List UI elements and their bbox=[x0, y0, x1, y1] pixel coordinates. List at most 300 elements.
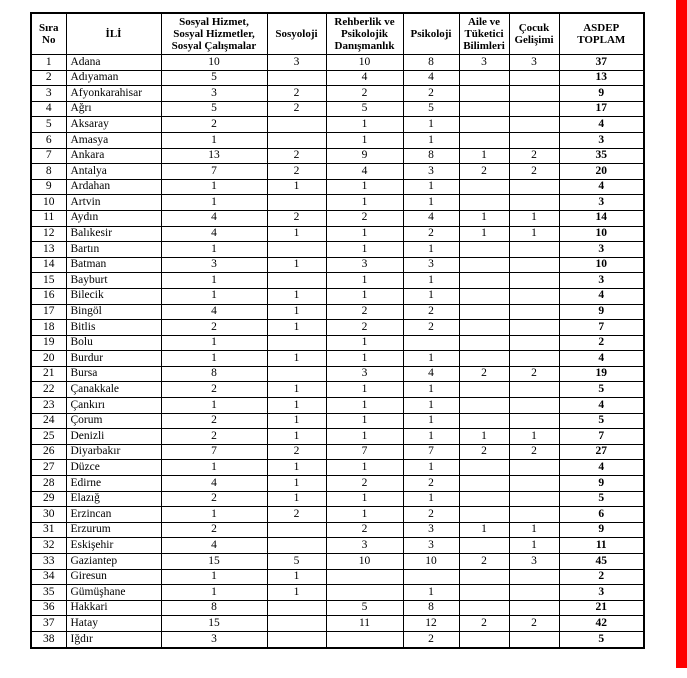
col-header-aile-tuketici-bilimleri: Aile ve Tüketici Bilimleri bbox=[459, 13, 509, 55]
cell-sira-no: 16 bbox=[31, 288, 66, 304]
cell-asdep-toplam: 9 bbox=[559, 304, 644, 320]
cell-ili: Antalya bbox=[66, 164, 161, 180]
table-row bbox=[31, 413, 644, 429]
cell-psikoloji: 4 bbox=[403, 70, 459, 86]
cell-asdep-toplam: 3 bbox=[559, 242, 644, 258]
cell-sosyoloji bbox=[267, 538, 326, 554]
cell-sira-no: 25 bbox=[31, 429, 66, 445]
cell-cocuk-gelisimi bbox=[509, 179, 559, 195]
cell-sira-no: 22 bbox=[31, 382, 66, 398]
cell-sira-no: 32 bbox=[31, 538, 66, 554]
cell-sosyal-hizmet: 1 bbox=[161, 288, 267, 304]
cell-ili: Bitlis bbox=[66, 320, 161, 336]
cell-sira-no: 3 bbox=[31, 86, 66, 102]
cell-psikoloji: 2 bbox=[403, 86, 459, 102]
cell-sosyal-hizmet: 4 bbox=[161, 210, 267, 226]
cell-aile-tuketici-bilimleri bbox=[459, 476, 509, 492]
cell-ili: Denizli bbox=[66, 429, 161, 445]
cell-ili: Elazığ bbox=[66, 491, 161, 507]
cell-sosyoloji: 1 bbox=[267, 491, 326, 507]
col-header-psikoloji: Psikoloji bbox=[403, 13, 459, 55]
cell-sosyal-hizmet: 2 bbox=[161, 117, 267, 133]
cell-asdep-toplam: 10 bbox=[559, 226, 644, 242]
table-row bbox=[31, 148, 644, 164]
cell-cocuk-gelisimi bbox=[509, 382, 559, 398]
cell-sosyoloji: 1 bbox=[267, 413, 326, 429]
cell-aile-tuketici-bilimleri bbox=[459, 288, 509, 304]
cell-psikoloji: 10 bbox=[403, 554, 459, 570]
cell-rehberlik-psikolojik-danismanlik: 1 bbox=[326, 335, 403, 351]
cell-asdep-toplam: 7 bbox=[559, 429, 644, 445]
cell-sosyoloji bbox=[267, 366, 326, 382]
cell-aile-tuketici-bilimleri bbox=[459, 101, 509, 117]
cell-aile-tuketici-bilimleri: 2 bbox=[459, 616, 509, 632]
cell-sosyoloji: 1 bbox=[267, 288, 326, 304]
cell-aile-tuketici-bilimleri bbox=[459, 382, 509, 398]
cell-sosyal-hizmet: 1 bbox=[161, 585, 267, 601]
red-edge-bar bbox=[676, 0, 687, 668]
cell-sosyoloji: 5 bbox=[267, 554, 326, 570]
cell-sosyoloji: 1 bbox=[267, 226, 326, 242]
cell-psikoloji: 2 bbox=[403, 304, 459, 320]
cell-rehberlik-psikolojik-danismanlik: 1 bbox=[326, 195, 403, 211]
cell-sosyal-hizmet: 3 bbox=[161, 86, 267, 102]
cell-asdep-toplam: 5 bbox=[559, 413, 644, 429]
cell-rehberlik-psikolojik-danismanlik: 2 bbox=[326, 210, 403, 226]
cell-sosyal-hizmet: 2 bbox=[161, 522, 267, 538]
asdep-province-staff-table bbox=[30, 12, 645, 649]
cell-asdep-toplam: 9 bbox=[559, 522, 644, 538]
cell-ili: Ardahan bbox=[66, 179, 161, 195]
cell-sira-no: 33 bbox=[31, 554, 66, 570]
cell-cocuk-gelisimi bbox=[509, 600, 559, 616]
cell-psikoloji: 1 bbox=[403, 195, 459, 211]
cell-sosyal-hizmet: 8 bbox=[161, 600, 267, 616]
cell-psikoloji: 4 bbox=[403, 366, 459, 382]
cell-sosyoloji: 2 bbox=[267, 101, 326, 117]
cell-psikoloji: 2 bbox=[403, 226, 459, 242]
table-row bbox=[31, 288, 644, 304]
cell-sosyoloji bbox=[267, 70, 326, 86]
cell-cocuk-gelisimi bbox=[509, 117, 559, 133]
cell-psikoloji: 7 bbox=[403, 444, 459, 460]
cell-cocuk-gelisimi: 2 bbox=[509, 164, 559, 180]
col-header-cocuk-gelisimi: Çocuk Gelişimi bbox=[509, 13, 559, 55]
cell-ili: Bingöl bbox=[66, 304, 161, 320]
cell-asdep-toplam: 35 bbox=[559, 148, 644, 164]
cell-sosyal-hizmet: 4 bbox=[161, 538, 267, 554]
cell-sosyoloji: 1 bbox=[267, 398, 326, 414]
table-row bbox=[31, 382, 644, 398]
cell-cocuk-gelisimi bbox=[509, 273, 559, 289]
cell-sosyoloji: 1 bbox=[267, 569, 326, 585]
cell-sosyoloji: 1 bbox=[267, 382, 326, 398]
cell-rehberlik-psikolojik-danismanlik: 10 bbox=[326, 554, 403, 570]
cell-sosyal-hizmet: 1 bbox=[161, 242, 267, 258]
cell-sosyal-hizmet: 13 bbox=[161, 148, 267, 164]
cell-sosyal-hizmet: 15 bbox=[161, 616, 267, 632]
cell-asdep-toplam: 3 bbox=[559, 132, 644, 148]
cell-aile-tuketici-bilimleri bbox=[459, 304, 509, 320]
cell-rehberlik-psikolojik-danismanlik: 4 bbox=[326, 70, 403, 86]
cell-asdep-toplam: 4 bbox=[559, 398, 644, 414]
cell-asdep-toplam: 27 bbox=[559, 444, 644, 460]
cell-rehberlik-psikolojik-danismanlik: 5 bbox=[326, 101, 403, 117]
cell-sosyoloji bbox=[267, 132, 326, 148]
cell-sosyoloji bbox=[267, 117, 326, 133]
cell-sosyal-hizmet: 1 bbox=[161, 132, 267, 148]
cell-cocuk-gelisimi: 3 bbox=[509, 55, 559, 71]
cell-asdep-toplam: 4 bbox=[559, 351, 644, 367]
cell-psikoloji: 5 bbox=[403, 101, 459, 117]
cell-cocuk-gelisimi bbox=[509, 491, 559, 507]
cell-psikoloji: 1 bbox=[403, 242, 459, 258]
cell-ili: Bolu bbox=[66, 335, 161, 351]
cell-sosyal-hizmet: 8 bbox=[161, 366, 267, 382]
cell-cocuk-gelisimi bbox=[509, 413, 559, 429]
cell-sira-no: 14 bbox=[31, 257, 66, 273]
cell-cocuk-gelisimi: 2 bbox=[509, 366, 559, 382]
cell-asdep-toplam: 3 bbox=[559, 273, 644, 289]
cell-sira-no: 31 bbox=[31, 522, 66, 538]
table-row bbox=[31, 522, 644, 538]
cell-ili: Bartın bbox=[66, 242, 161, 258]
cell-rehberlik-psikolojik-danismanlik: 4 bbox=[326, 164, 403, 180]
cell-sosyoloji: 1 bbox=[267, 179, 326, 195]
cell-ili: Çanakkale bbox=[66, 382, 161, 398]
table-row bbox=[31, 55, 644, 71]
cell-rehberlik-psikolojik-danismanlik: 10 bbox=[326, 55, 403, 71]
cell-sosyoloji: 1 bbox=[267, 585, 326, 601]
cell-asdep-toplam: 2 bbox=[559, 335, 644, 351]
cell-sosyal-hizmet: 1 bbox=[161, 507, 267, 523]
cell-sira-no: 17 bbox=[31, 304, 66, 320]
cell-asdep-toplam: 4 bbox=[559, 117, 644, 133]
cell-asdep-toplam: 6 bbox=[559, 507, 644, 523]
cell-sosyoloji: 1 bbox=[267, 304, 326, 320]
cell-rehberlik-psikolojik-danismanlik: 3 bbox=[326, 257, 403, 273]
cell-rehberlik-psikolojik-danismanlik: 7 bbox=[326, 444, 403, 460]
cell-cocuk-gelisimi: 1 bbox=[509, 429, 559, 445]
cell-cocuk-gelisimi bbox=[509, 320, 559, 336]
cell-aile-tuketici-bilimleri: 2 bbox=[459, 444, 509, 460]
cell-sosyoloji bbox=[267, 522, 326, 538]
cell-rehberlik-psikolojik-danismanlik: 2 bbox=[326, 86, 403, 102]
cell-psikoloji: 3 bbox=[403, 164, 459, 180]
cell-sira-no: 28 bbox=[31, 476, 66, 492]
cell-cocuk-gelisimi bbox=[509, 70, 559, 86]
cell-psikoloji: 1 bbox=[403, 398, 459, 414]
cell-sosyoloji: 2 bbox=[267, 210, 326, 226]
cell-cocuk-gelisimi bbox=[509, 351, 559, 367]
cell-sosyoloji: 1 bbox=[267, 476, 326, 492]
cell-sosyoloji: 1 bbox=[267, 320, 326, 336]
cell-cocuk-gelisimi bbox=[509, 476, 559, 492]
cell-ili: Hakkari bbox=[66, 600, 161, 616]
cell-asdep-toplam: 9 bbox=[559, 86, 644, 102]
cell-psikoloji: 1 bbox=[403, 460, 459, 476]
cell-ili: Ankara bbox=[66, 148, 161, 164]
cell-asdep-toplam: 11 bbox=[559, 538, 644, 554]
cell-asdep-toplam: 37 bbox=[559, 55, 644, 71]
cell-aile-tuketici-bilimleri bbox=[459, 491, 509, 507]
cell-sira-no: 35 bbox=[31, 585, 66, 601]
cell-aile-tuketici-bilimleri: 3 bbox=[459, 55, 509, 71]
cell-sira-no: 2 bbox=[31, 70, 66, 86]
cell-sosyal-hizmet: 7 bbox=[161, 164, 267, 180]
cell-cocuk-gelisimi: 3 bbox=[509, 554, 559, 570]
cell-ili: Artvin bbox=[66, 195, 161, 211]
cell-cocuk-gelisimi bbox=[509, 569, 559, 585]
table-row bbox=[31, 444, 644, 460]
cell-sira-no: 37 bbox=[31, 616, 66, 632]
cell-psikoloji: 1 bbox=[403, 288, 459, 304]
table-row bbox=[31, 569, 644, 585]
cell-asdep-toplam: 20 bbox=[559, 164, 644, 180]
cell-cocuk-gelisimi bbox=[509, 101, 559, 117]
cell-rehberlik-psikolojik-danismanlik: 1 bbox=[326, 132, 403, 148]
cell-asdep-toplam: 2 bbox=[559, 569, 644, 585]
cell-cocuk-gelisimi bbox=[509, 631, 559, 647]
cell-psikoloji: 1 bbox=[403, 491, 459, 507]
cell-aile-tuketici-bilimleri bbox=[459, 117, 509, 133]
cell-asdep-toplam: 4 bbox=[559, 460, 644, 476]
col-header-sosyoloji: Sosyoloji bbox=[267, 13, 326, 55]
cell-cocuk-gelisimi bbox=[509, 304, 559, 320]
cell-sira-no: 10 bbox=[31, 195, 66, 211]
cell-asdep-toplam: 13 bbox=[559, 70, 644, 86]
cell-cocuk-gelisimi bbox=[509, 398, 559, 414]
cell-psikoloji: 1 bbox=[403, 179, 459, 195]
cell-sira-no: 12 bbox=[31, 226, 66, 242]
table-row bbox=[31, 257, 644, 273]
cell-cocuk-gelisimi bbox=[509, 132, 559, 148]
cell-aile-tuketici-bilimleri: 2 bbox=[459, 554, 509, 570]
cell-sira-no: 21 bbox=[31, 366, 66, 382]
cell-sosyal-hizmet: 1 bbox=[161, 569, 267, 585]
cell-rehberlik-psikolojik-danismanlik: 1 bbox=[326, 507, 403, 523]
cell-rehberlik-psikolojik-danismanlik: 1 bbox=[326, 242, 403, 258]
cell-sosyal-hizmet: 2 bbox=[161, 382, 267, 398]
cell-rehberlik-psikolojik-danismanlik: 1 bbox=[326, 398, 403, 414]
cell-sosyal-hizmet: 2 bbox=[161, 320, 267, 336]
cell-aile-tuketici-bilimleri bbox=[459, 569, 509, 585]
cell-sira-no: 26 bbox=[31, 444, 66, 460]
cell-cocuk-gelisimi: 2 bbox=[509, 616, 559, 632]
cell-ili: Erzincan bbox=[66, 507, 161, 523]
cell-psikoloji bbox=[403, 335, 459, 351]
cell-psikoloji: 1 bbox=[403, 273, 459, 289]
cell-ili: Aksaray bbox=[66, 117, 161, 133]
cell-ili: Gümüşhane bbox=[66, 585, 161, 601]
cell-sosyal-hizmet: 2 bbox=[161, 429, 267, 445]
cell-sosyal-hizmet: 3 bbox=[161, 257, 267, 273]
cell-sosyal-hizmet: 4 bbox=[161, 226, 267, 242]
table-header-row bbox=[31, 13, 644, 55]
cell-sosyal-hizmet: 1 bbox=[161, 335, 267, 351]
cell-rehberlik-psikolojik-danismanlik: 3 bbox=[326, 538, 403, 554]
cell-rehberlik-psikolojik-danismanlik: 2 bbox=[326, 304, 403, 320]
cell-rehberlik-psikolojik-danismanlik: 2 bbox=[326, 522, 403, 538]
cell-aile-tuketici-bilimleri bbox=[459, 86, 509, 102]
cell-aile-tuketici-bilimleri bbox=[459, 242, 509, 258]
cell-sosyal-hizmet: 10 bbox=[161, 55, 267, 71]
cell-rehberlik-psikolojik-danismanlik: 1 bbox=[326, 351, 403, 367]
cell-sira-no: 15 bbox=[31, 273, 66, 289]
cell-cocuk-gelisimi: 2 bbox=[509, 444, 559, 460]
cell-rehberlik-psikolojik-danismanlik: 1 bbox=[326, 429, 403, 445]
col-header-rehberlik-psikolojik-danismanlik: Rehberlik ve Psikolojik Danışmanlık bbox=[326, 13, 403, 55]
cell-ili: Adana bbox=[66, 55, 161, 71]
table-row bbox=[31, 585, 644, 601]
cell-psikoloji: 3 bbox=[403, 257, 459, 273]
cell-aile-tuketici-bilimleri bbox=[459, 335, 509, 351]
cell-cocuk-gelisimi bbox=[509, 585, 559, 601]
cell-aile-tuketici-bilimleri bbox=[459, 600, 509, 616]
table-row bbox=[31, 335, 644, 351]
cell-aile-tuketici-bilimleri bbox=[459, 320, 509, 336]
cell-sira-no: 1 bbox=[31, 55, 66, 71]
table-row bbox=[31, 226, 644, 242]
cell-sira-no: 24 bbox=[31, 413, 66, 429]
cell-psikoloji: 1 bbox=[403, 429, 459, 445]
cell-sosyal-hizmet: 1 bbox=[161, 398, 267, 414]
cell-aile-tuketici-bilimleri bbox=[459, 585, 509, 601]
cell-ili: Bayburt bbox=[66, 273, 161, 289]
cell-ili: Batman bbox=[66, 257, 161, 273]
cell-sosyoloji bbox=[267, 600, 326, 616]
cell-asdep-toplam: 45 bbox=[559, 554, 644, 570]
cell-ili: Gaziantep bbox=[66, 554, 161, 570]
cell-sira-no: 13 bbox=[31, 242, 66, 258]
cell-sosyal-hizmet: 7 bbox=[161, 444, 267, 460]
cell-aile-tuketici-bilimleri bbox=[459, 195, 509, 211]
cell-ili: Çorum bbox=[66, 413, 161, 429]
cell-ili: Edirne bbox=[66, 476, 161, 492]
cell-sira-no: 8 bbox=[31, 164, 66, 180]
cell-sira-no: 38 bbox=[31, 631, 66, 647]
cell-sosyal-hizmet: 4 bbox=[161, 304, 267, 320]
cell-psikoloji: 8 bbox=[403, 600, 459, 616]
cell-sira-no: 9 bbox=[31, 179, 66, 195]
cell-rehberlik-psikolojik-danismanlik: 1 bbox=[326, 273, 403, 289]
cell-asdep-toplam: 10 bbox=[559, 257, 644, 273]
cell-aile-tuketici-bilimleri: 1 bbox=[459, 429, 509, 445]
table-row bbox=[31, 117, 644, 133]
cell-ili: Amasya bbox=[66, 132, 161, 148]
cell-aile-tuketici-bilimleri bbox=[459, 257, 509, 273]
cell-cocuk-gelisimi: 1 bbox=[509, 210, 559, 226]
cell-ili: Düzce bbox=[66, 460, 161, 476]
cell-aile-tuketici-bilimleri: 1 bbox=[459, 226, 509, 242]
cell-cocuk-gelisimi bbox=[509, 335, 559, 351]
cell-rehberlik-psikolojik-danismanlik: 11 bbox=[326, 616, 403, 632]
cell-psikoloji: 3 bbox=[403, 538, 459, 554]
table-row bbox=[31, 242, 644, 258]
col-header-sira-no: Sıra No bbox=[31, 13, 66, 55]
cell-ili: Balıkesir bbox=[66, 226, 161, 242]
cell-sosyoloji bbox=[267, 335, 326, 351]
cell-sosyoloji bbox=[267, 616, 326, 632]
cell-aile-tuketici-bilimleri bbox=[459, 460, 509, 476]
cell-rehberlik-psikolojik-danismanlik: 1 bbox=[326, 491, 403, 507]
table-row bbox=[31, 631, 644, 647]
cell-sira-no: 6 bbox=[31, 132, 66, 148]
cell-asdep-toplam: 42 bbox=[559, 616, 644, 632]
cell-ili: Afyonkarahisar bbox=[66, 86, 161, 102]
table-row bbox=[31, 86, 644, 102]
cell-psikoloji: 2 bbox=[403, 320, 459, 336]
cell-aile-tuketici-bilimleri: 1 bbox=[459, 148, 509, 164]
cell-sosyoloji: 3 bbox=[267, 55, 326, 71]
cell-cocuk-gelisimi: 2 bbox=[509, 148, 559, 164]
cell-sosyoloji: 1 bbox=[267, 257, 326, 273]
table-row bbox=[31, 554, 644, 570]
cell-asdep-toplam: 5 bbox=[559, 382, 644, 398]
cell-cocuk-gelisimi bbox=[509, 460, 559, 476]
cell-sira-no: 34 bbox=[31, 569, 66, 585]
table-row bbox=[31, 351, 644, 367]
cell-sira-no: 5 bbox=[31, 117, 66, 133]
cell-sosyal-hizmet: 1 bbox=[161, 351, 267, 367]
cell-ili: Ağrı bbox=[66, 101, 161, 117]
cell-sosyal-hizmet: 2 bbox=[161, 413, 267, 429]
col-header-ili: İLİ bbox=[66, 13, 161, 55]
cell-rehberlik-psikolojik-danismanlik: 1 bbox=[326, 460, 403, 476]
cell-sosyoloji bbox=[267, 631, 326, 647]
cell-psikoloji: 1 bbox=[403, 351, 459, 367]
cell-ili: Giresun bbox=[66, 569, 161, 585]
cell-ili: Çankırı bbox=[66, 398, 161, 414]
cell-sosyoloji: 2 bbox=[267, 86, 326, 102]
cell-sosyoloji: 1 bbox=[267, 429, 326, 445]
cell-rehberlik-psikolojik-danismanlik: 1 bbox=[326, 413, 403, 429]
cell-cocuk-gelisimi bbox=[509, 195, 559, 211]
cell-aile-tuketici-bilimleri: 1 bbox=[459, 522, 509, 538]
cell-rehberlik-psikolojik-danismanlik bbox=[326, 569, 403, 585]
table-row bbox=[31, 600, 644, 616]
cell-sosyoloji: 2 bbox=[267, 148, 326, 164]
table-row bbox=[31, 538, 644, 554]
cell-sira-no: 20 bbox=[31, 351, 66, 367]
cell-asdep-toplam: 17 bbox=[559, 101, 644, 117]
cell-sosyal-hizmet: 5 bbox=[161, 70, 267, 86]
cell-aile-tuketici-bilimleri bbox=[459, 132, 509, 148]
table-row bbox=[31, 132, 644, 148]
cell-rehberlik-psikolojik-danismanlik bbox=[326, 631, 403, 647]
cell-sira-no: 23 bbox=[31, 398, 66, 414]
cell-sosyoloji bbox=[267, 273, 326, 289]
table-row bbox=[31, 616, 644, 632]
cell-aile-tuketici-bilimleri bbox=[459, 351, 509, 367]
cell-cocuk-gelisimi: 1 bbox=[509, 522, 559, 538]
cell-asdep-toplam: 14 bbox=[559, 210, 644, 226]
cell-psikoloji: 1 bbox=[403, 382, 459, 398]
table-row bbox=[31, 429, 644, 445]
cell-cocuk-gelisimi bbox=[509, 86, 559, 102]
table-row bbox=[31, 507, 644, 523]
cell-rehberlik-psikolojik-danismanlik: 1 bbox=[326, 226, 403, 242]
cell-psikoloji: 2 bbox=[403, 631, 459, 647]
table-row bbox=[31, 101, 644, 117]
cell-sosyal-hizmet: 15 bbox=[161, 554, 267, 570]
cell-sosyal-hizmet: 1 bbox=[161, 179, 267, 195]
table-row bbox=[31, 273, 644, 289]
cell-ili: Hatay bbox=[66, 616, 161, 632]
cell-sira-no: 29 bbox=[31, 491, 66, 507]
cell-sira-no: 11 bbox=[31, 210, 66, 226]
cell-ili: Aydın bbox=[66, 210, 161, 226]
